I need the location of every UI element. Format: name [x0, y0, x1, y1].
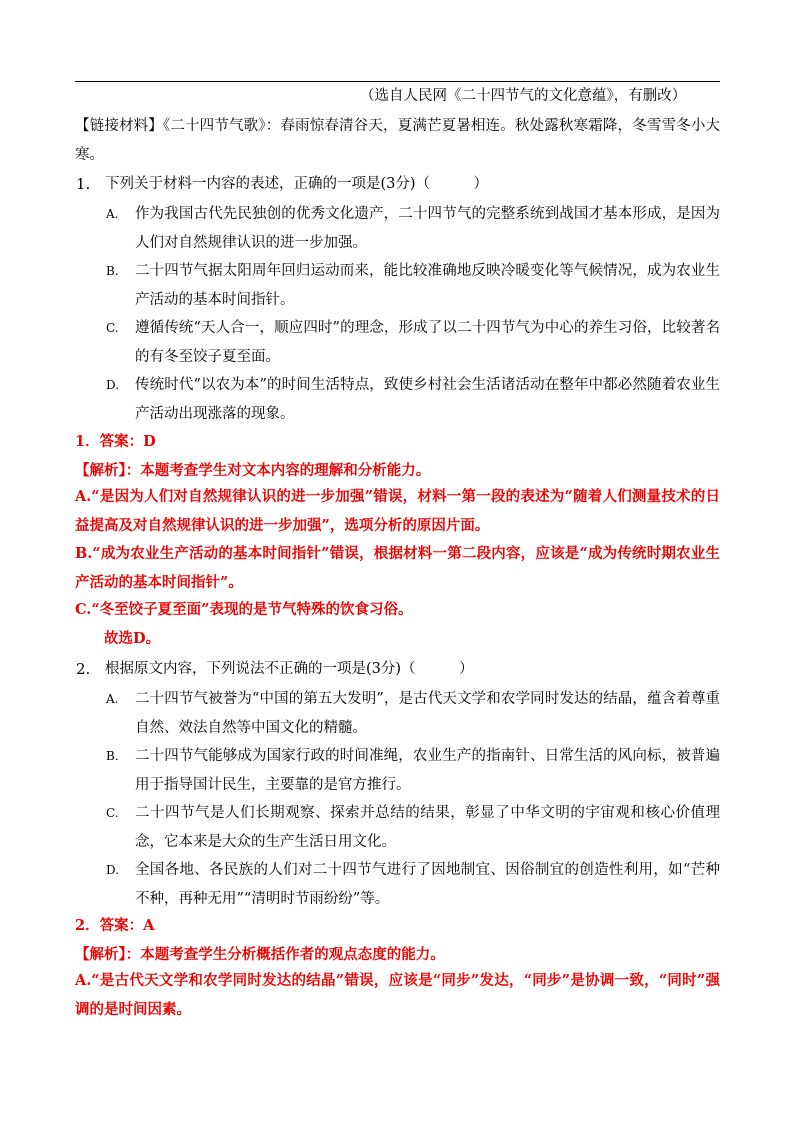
question-2-number: 2.: [76, 660, 91, 678]
q2-option-c-label: C.: [106, 806, 119, 820]
source-line: （选自人民网《二十四节气的文化意蕴》，有删改）: [360, 88, 687, 104]
q2-analysis-title: 【解析】：本题考查学生分析概括作者的观点态度的能力。: [75, 946, 445, 963]
question-1-number: 1.: [76, 175, 91, 193]
q2-answer: 2．答案：A: [75, 917, 155, 934]
q1-option-a: 作为我国古代先民独创的优秀文化遗产，二十四节气的完整系统到战国才基本形成，是因为人们对自然规律认识的进一步加强。: [135, 206, 720, 251]
q1-option-d: 传统时代“以农为本”的时间生活特点，致使乡村社会生活诸活动在整年中都必然随着农业生产活动出现涨落的现象。: [135, 377, 720, 422]
q1-analysis-a: A.“是因为人们对自然规律认识的进一步加强”错误，材料一第一段的表述为“随着人们测量技术的日益提高及对自然规律认识的进一步加强”，选项分析的原因片面。: [75, 488, 720, 534]
q2-option-a-label: A.: [106, 692, 119, 706]
q1-option-b-label: B.: [106, 264, 119, 278]
q2-option-a: 二十四节气被誉为“中国的第五大发明”，是古代天文学和农学同时发达的结晶，蕴含着尊重自然、效法自然等中国文化的精髓。: [135, 691, 720, 736]
q1-analysis-title: 【解析】：本题考查学生对文本内容的理解和分析能力。: [75, 462, 431, 479]
q1-option-a-label: A.: [106, 207, 119, 221]
q1-answer: 1．答案：D: [75, 433, 156, 450]
q2-option-d-label: D.: [106, 863, 120, 877]
q1-analysis-b: B.“成为农业生产活动的基本时间指针”错误，根据材料一第二段内容，应该是“成为传统时期农业生产活动的基本时间指针”。: [75, 545, 720, 591]
q2-option-b-label: B.: [106, 749, 119, 763]
q1-analysis-c: C.“冬至饺子夏至面”表现的是节气特殊的饮食习俗。: [75, 601, 413, 618]
q2-analysis-a: A.“是古代天文学和农学同时发达的结晶”错误，应该是“同步”发达，“同步”是协调一致，“同时”强调的是时间因素。: [75, 972, 720, 1018]
question-1-stem: 下列关于材料一内容的表述，正确的一项是(3分)（ ）: [105, 176, 489, 192]
q1-option-d-label: D.: [106, 378, 120, 392]
q1-option-b: 二十四节气据太阳周年回归运动而来，能比较准确地反映冷暖变化等气候情况，成为农业生产活动的基本时间指针。: [135, 263, 720, 308]
q2-option-b: 二十四节气能够成为国家行政的时间准绳，农业生产的指南针、日常生活的风向标，被普遍用于指导国计民生，主要靠的是官方推行。: [135, 748, 720, 793]
q1-option-c-label: C.: [106, 321, 119, 335]
q2-option-c: 二十四节气是人们长期观察、探索并总结的结果，彰显了中华文明的宇宙观和核心价值理念，它本来是大众的生产生活日用文化。: [135, 805, 720, 850]
q1-option-c: 遵循传统“天人合一，顺应四时”的理念，形成了以二十四节气为中心的养生习俗，比较著名的有冬至饺子夏至面。: [135, 320, 720, 365]
link-material: 【链接材料】《二十四节气歌》：春雨惊春清谷天，夏满芒夏暑相连。秋处露秋寒霜降，冬雪雪冬小大寒。: [75, 118, 720, 163]
header-rule: [75, 81, 720, 82]
q1-conclusion: 故选D。: [104, 630, 161, 647]
q2-option-d: 全国各地、各民族的人们对二十四节气进行了因地制宜、因俗制宜的创造性利用，如“芒种不种，再种无用”“清明时节雨纷纷”等。: [135, 862, 720, 907]
question-2-stem: 根据原文内容，下列说法不正确的一项是(3分)（ ）: [105, 661, 474, 677]
